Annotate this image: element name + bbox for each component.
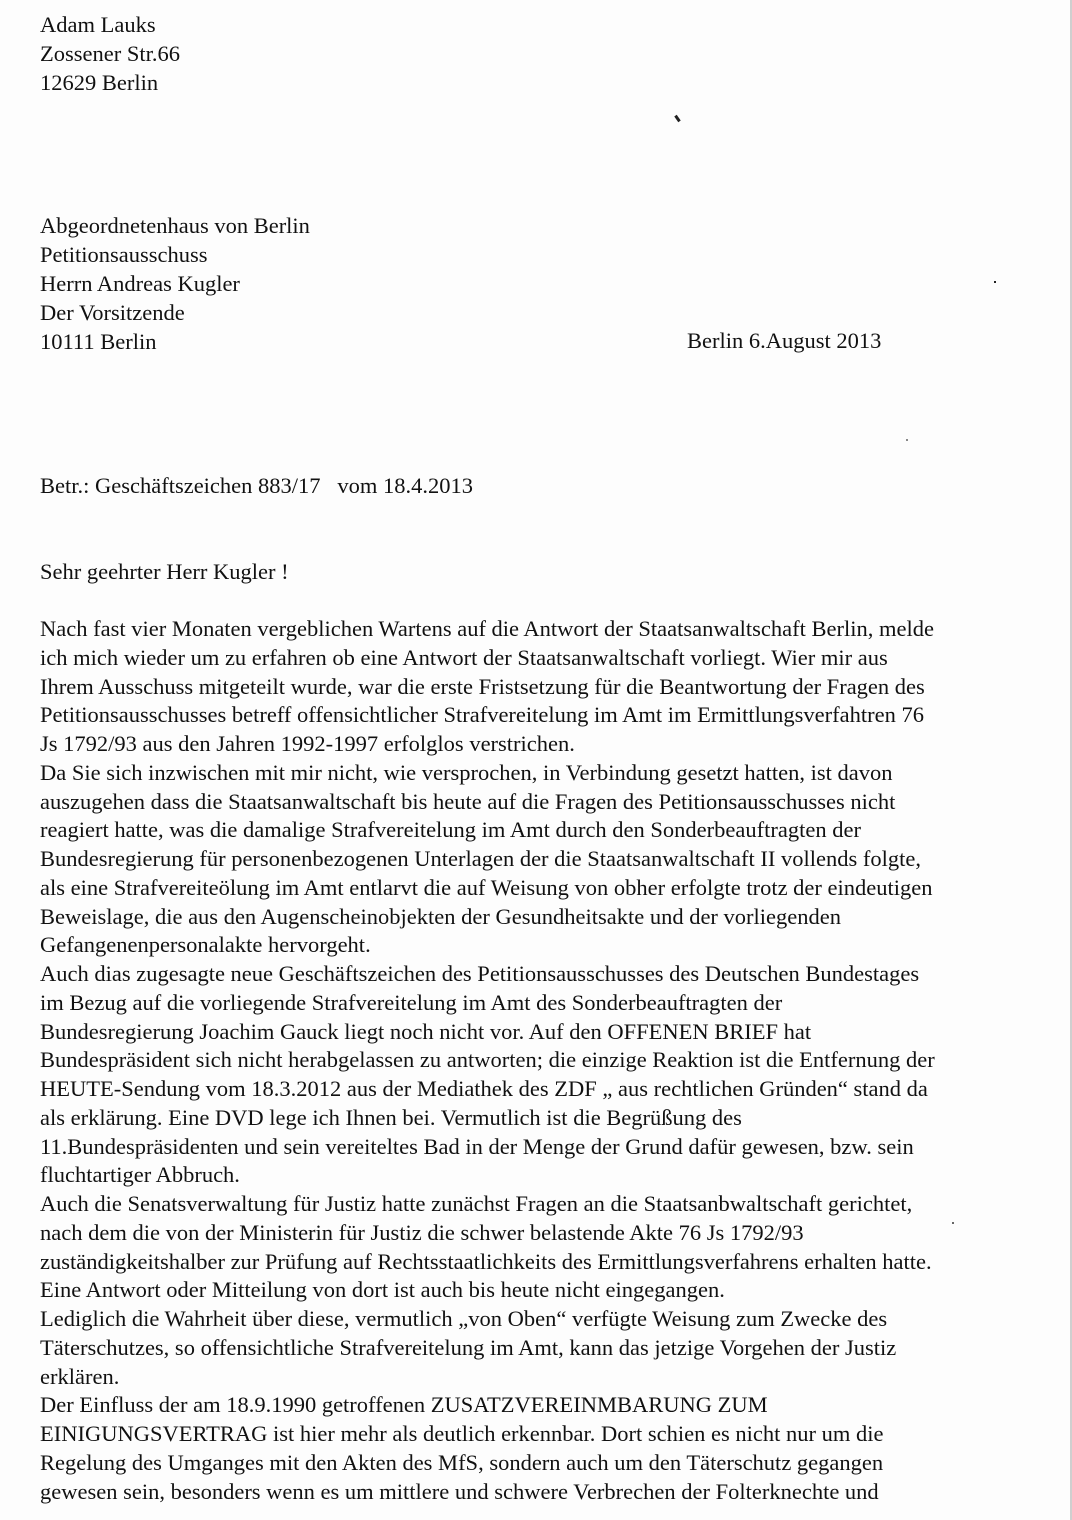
letter-body: [40, 615, 935, 1506]
recipient-line: Abgeordnetenhaus von Berlin: [40, 213, 310, 238]
body-line: als eine Strafvereiteölung im Amt entlarvt die auf Weisung von obher erfolgte trotz der eindeutigen: [40, 874, 933, 900]
body-line: Gefangenenpersonalakte hervorgeht.: [40, 932, 371, 958]
body-line: gewesen sein, besonders wenn es um mittlere und schwere Verbrechen der Folterknechte und: [40, 1478, 879, 1504]
subject-line: Betr.: Geschäftszeichen 883/17 vom 18.4.2013: [40, 473, 474, 498]
body-line: Bundesregierung Joachim Gauck liegt noch nicht vor. Auf den OFFENEN BRIEF hat: [40, 1018, 812, 1044]
body-line: Der Einfluss der am 18.9.1990 getroffenen ZUSATZVEREINMBARUNG ZUM: [40, 1392, 768, 1418]
body-line: als erklärung. Eine DVD lege ich Ihnen bei. Vermutlich ist die Begrüßung des: [40, 1104, 742, 1130]
recipient-line: Der Vorsitzende: [40, 300, 185, 325]
body-line: Lediglich die Wahrheit über diese, vermutlich „von Oben“ verfügte Weisung zum Zwecke des: [40, 1306, 888, 1331]
sender-city: 12629 Berlin: [40, 70, 159, 95]
body-line: fluchtartiger Abbruch.: [40, 1162, 240, 1188]
body-line: ich mich wieder um zu erfahren ob eine Antwort der Staatsanwaltschaft vorliegt. Wier mir aus: [40, 644, 888, 670]
body-line: Js 1792/93 aus den Jahren 1992-1997 erfolglos verstrichen.: [40, 731, 575, 756]
body-line: Täterschutzes, so offensichtliche Strafvereitelung im Amt, kann das jetzige Vorgehen der Justiz: [40, 1334, 897, 1360]
body-line: Nach fast vier Monaten vergeblichen Wartens auf die Antwort der Staatsanwaltschaft Berlin, melde: [40, 616, 934, 641]
body-line: Da Sie sich inzwischen mit mir nicht, wie versprochen, in Verbindung gesetzt hatten, ist davon: [40, 759, 893, 785]
body-line: EINIGUNGSVERTRAG ist hier mehr als deutlich erkennbar. Dort schien es nicht nur um die: [40, 1421, 884, 1446]
body-line: Petitionsausschusses betreff offensichtlicher Strafvereitelung im Amt im Ermittlungsverfahtren 76: [40, 702, 924, 728]
body-line: zuständigkeitshalber zur Prüfung auf Rechtsstaatlichkeits des Ermittlungsverfahrens erhalten hatte.: [40, 1248, 932, 1274]
recipient-line: Petitionsausschuss: [40, 242, 208, 267]
scan-speck: [906, 439, 908, 441]
body-line: Auch die Senatsverwaltung für Justiz hatte zunächst Fragen an die Staatsanbwaltschaft gerichtet,: [40, 1191, 913, 1216]
body-line: Beweislage, die aus den Augenscheinobjekten der Gesundheitsakte und der vorliegenden: [40, 903, 842, 929]
body-line: im Bezug auf die vorliegende Strafvereitelung im Amt des Sonderbeauftragten der: [40, 989, 783, 1015]
sender-name: Adam Lauks: [40, 12, 156, 37]
body-line: Bundespräsident sich nicht herabgelassen zu antworten; die einzige Reaktion ist die Entfernung der: [40, 1047, 935, 1073]
recipient-address: [40, 211, 310, 356]
body-line: nach dem die von der Ministerin für Justiz die schwer belastende Akte 76 Js 1792/93: [40, 1219, 804, 1245]
body-line: Eine Antwort oder Mitteilung von dort ist auch bis heute nicht eingegangen.: [40, 1277, 725, 1303]
body-line: Regelung des Umganges mit den Akten des MfS, sondern auch um den Täterschutz gegangen: [40, 1449, 884, 1475]
body-line: auszugehen dass die Staatsanwaltschaft bis heute auf die Fragen des Petitionsausschusses nicht: [40, 788, 896, 814]
body-line: HEUTE-Sendung vom 18.3.2012 aus der Mediathek des ZDF „ aus rechtlichen Gründen“ stand da: [40, 1076, 928, 1101]
recipient-line: Herrn Andreas Kugler: [40, 271, 240, 296]
body-line: Ihrem Ausschuss mitgeteilt wurde, war die erste Fristsetzung für die Beantwortung der Fragen des: [40, 673, 925, 699]
scan-speck: [674, 115, 680, 122]
letter-date: Berlin 6.August 2013: [687, 328, 882, 353]
sender-address: [40, 10, 180, 97]
body-line: reagiert hatte, was die damalige Strafvereitelung im Amt durch den Sonderbeauftragten der: [40, 817, 861, 843]
body-line: Auch dias zugesagte neue Geschäftszeichen des Petitionsausschusses des Deutschen Bundestages: [40, 961, 920, 986]
body-line: erklären.: [40, 1363, 120, 1389]
scan-speck: [952, 1222, 954, 1224]
recipient-line: 10111 Berlin: [40, 329, 157, 354]
body-line: Bundesregierung für personenbezogenen Unterlagen der die Staatsanwaltschaft II vollends folgte,: [40, 846, 921, 871]
body-line: 11.Bundespräsidenten und sein vereiteltes Bad in der Menge der Grund dafür gewesen, bzw. sein: [40, 1133, 914, 1159]
salutation: Sehr geehrter Herr Kugler !: [40, 559, 289, 584]
sender-street: Zossener Str.66: [40, 41, 180, 66]
scan-speck: [994, 281, 996, 283]
